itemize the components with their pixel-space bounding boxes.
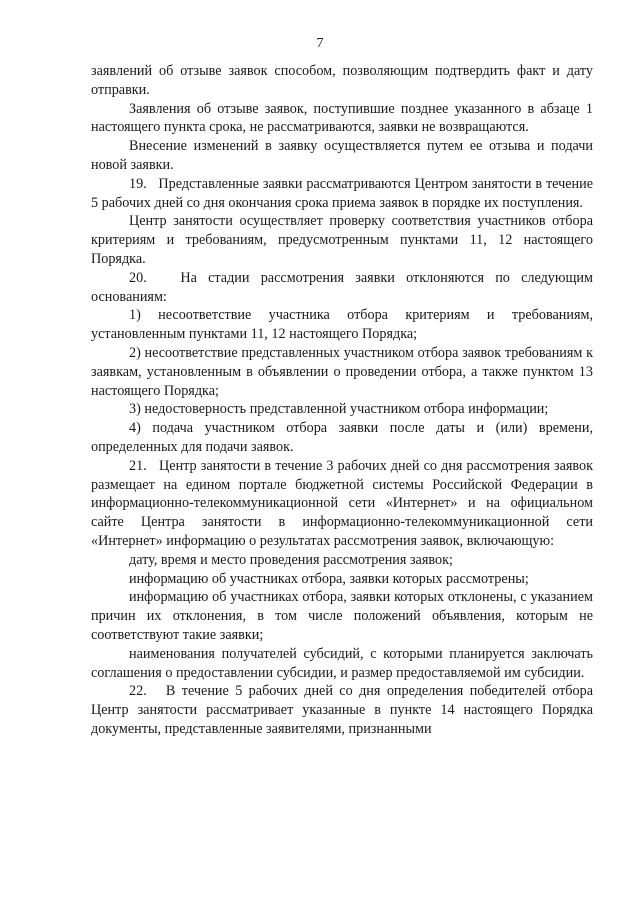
- list-item: информацию об участниках отбора, заявки которых рассмотрены;: [129, 570, 529, 587]
- list-item: 1) несоответствие участника отбора критериям и требованиям, установленным пунктами 11, 12 настоящего Порядка;: [91, 307, 593, 343]
- list-item: информацию об участниках отбора, заявки которых отклонены, с указанием причин их отклонения, в том числе положений объявления, которым не соответствуют такие заявки;: [91, 589, 593, 643]
- list-item: 4) подача участником отбора заявки после даты и (или) времени, определенных для подачи заявок.: [91, 420, 593, 455]
- paragraph: Внесение изменений в заявку осуществляется путем ее отзыва и подачи новой заявки.: [91, 138, 593, 173]
- document-body: [91, 62, 593, 739]
- list-item: дату, время и место проведения рассмотрения заявок;: [129, 551, 453, 568]
- page-number: 7: [316, 36, 324, 51]
- paragraph: Заявления об отзыве заявок, поступившие позднее указанного в абзаце 1 настоящего пункта срока, не рассматриваются, заявки не возвращаются.: [91, 100, 593, 136]
- paragraph: Центр занятости осуществляет проверку соответствия участников отбора критериям и требованиям, предусмотренным пунктами 11, 12 настоящего Порядка.: [91, 213, 593, 267]
- paragraph: заявлений об отзыве заявок способом, позволяющим подтвердить факт и дату отправки.: [91, 63, 593, 98]
- list-item: 3) недостоверность представленной участником отбора информации;: [129, 401, 549, 418]
- list-item: наименования получателей субсидий, с которыми планируется заключать соглашения о предоставлении субсидии, и размер предоставляемой им субсидии.: [91, 645, 593, 681]
- list-item: 2) несоответствие представленных участником отбора заявок требованиям к заявкам, установленным в объявлении о проведении отбора, а также пунктом 13 настоящего Порядка;: [91, 344, 593, 399]
- paragraph-item-20: 20. На стадии рассмотрения заявки отклоняются по следующим основаниям:: [91, 269, 593, 305]
- paragraph-item-21: 21. Центр занятости в течение 3 рабочих дней со дня рассмотрения заявок размещает на едином портале бюджетной системы Российской Федерации в информационно-телекоммуникационной сети «Интернет» и на официальном сайте Центра занятости в информационно-телекоммуникационной сети «Интернет» информацию о результатах рассмотрения заявок, включающую:: [91, 457, 593, 549]
- paragraph-item-19: 19. Представленные заявки рассматриваются Центром занятости в течение 5 рабочих дней со дня окончания срока приема заявок в порядке их поступления.: [91, 175, 593, 211]
- paragraph-item-22: 22. В течение 5 рабочих дней со дня определения победителей отбора Центр занятости рассматривает указанные в пункте 14 настоящего Порядка документы, представленные заявителями, признанными: [91, 683, 593, 737]
